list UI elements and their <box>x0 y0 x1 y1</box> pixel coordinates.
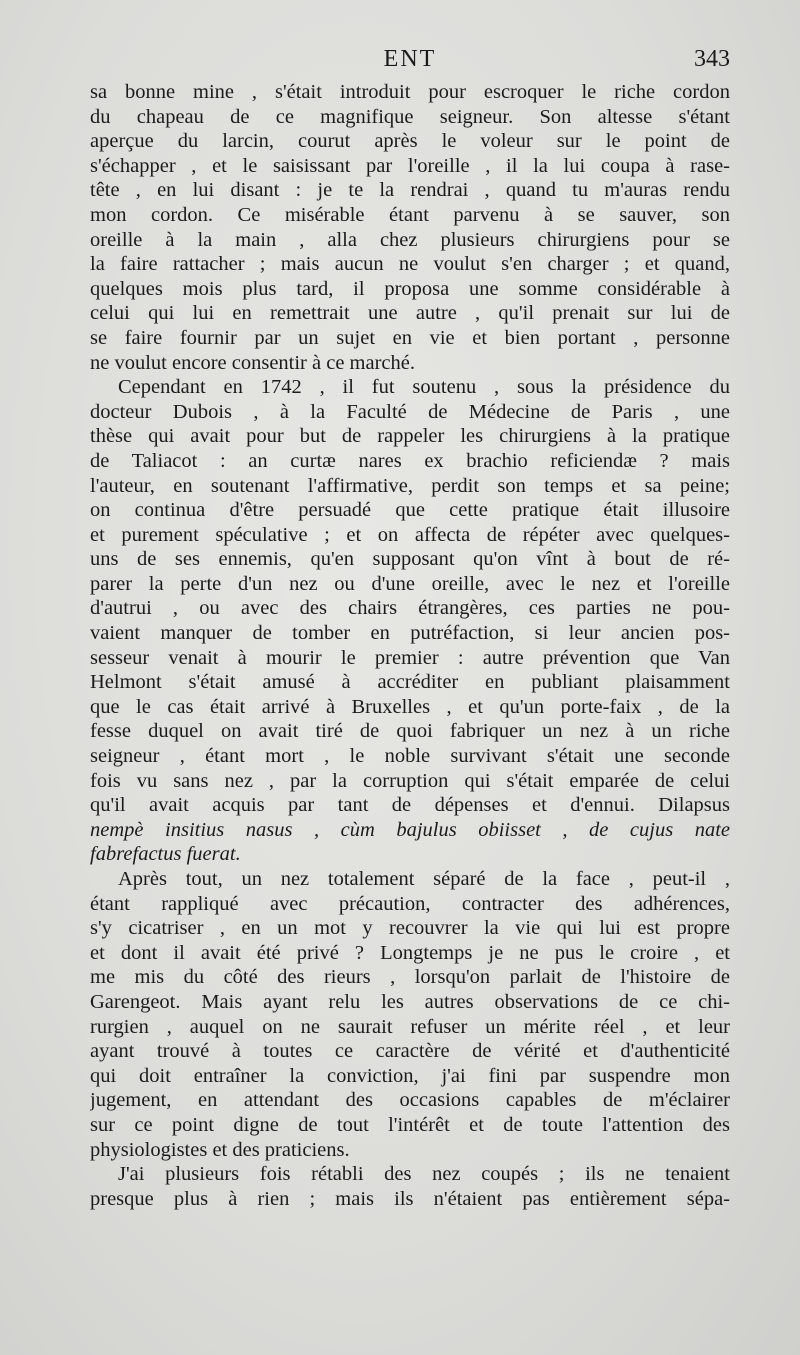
text-line: rurgien , auquel on ne saurait refuser un mérite réel , et leur <box>90 1015 730 1038</box>
text-line: physiologistes et des praticiens. <box>90 1138 350 1161</box>
text-line: l'auteur, en soutenant l'affirmative, perdit son temps et sa peine; <box>90 474 730 497</box>
text-line: tête , en lui disant : je te la rendrai , quand tu m'auras rendu <box>90 179 730 202</box>
text-line: uns de ses ennemis, qu'en supposant qu'on vînt à bout de ré- <box>90 548 730 571</box>
text-line: seigneur , étant mort , le noble survivant s'était une seconde <box>90 745 730 768</box>
text-line: que le cas était arrivé à Bruxelles , et qu'un porte-faix , de la <box>90 695 730 718</box>
text-line: aperçue du larcin, courut après le voleur sur le point de <box>90 130 730 153</box>
text-line: Après tout, un nez totalement séparé de la face , peut-il , <box>118 868 730 890</box>
page-number: 343 <box>694 46 730 72</box>
running-title: ENT <box>383 46 437 72</box>
text-line: sesseur venait à mourir le premier : autre prévention que Van <box>90 646 730 669</box>
text-line: s'échapper , et le saisissant par l'oreille , il la lui coupa à rase- <box>90 154 730 177</box>
text-line: docteur Dubois , à la Faculté de Médecine de Paris , une <box>90 400 730 423</box>
text-line: la faire rattacher ; mais aucun ne voulut s'en charger ; et quand, <box>90 253 730 276</box>
text-line: on continua d'être persuadé que cette pratique était illusoire <box>90 499 730 522</box>
text-line: mon cordon. Ce misérable étant parvenu à se sauver, son <box>90 203 730 226</box>
text-line: me mis du côté des rieurs , lorsqu'on parlait de l'histoire de <box>90 966 730 989</box>
paragraph <box>90 1162 730 1211</box>
text-line: de Taliacot : an curtæ nares ex brachio reficiendæ ? mais <box>90 449 730 472</box>
text-line: et dont il avait été privé ? Longtemps je ne pus le croire , et <box>90 941 730 964</box>
text-line: presque plus à rien ; mais ils n'étaient pas entièrement sépa- <box>90 1187 730 1210</box>
text-line: vaient manquer de tomber en putréfaction, si leur ancien pos- <box>90 622 730 645</box>
text-line: oreille à la main , alla chez plusieurs chirurgiens pour se <box>90 228 730 251</box>
text-line: qui doit entraîner la conviction, j'ai fini par suspendre mon <box>90 1064 730 1087</box>
text-line: du chapeau de ce magnifique seigneur. Son altesse s'étant <box>90 105 730 128</box>
text-line: ne voulut encore consentir à ce marché. <box>90 351 415 374</box>
text-line: étant rappliqué avec précaution, contracter des adhérences, <box>90 892 730 915</box>
text-line: fois vu sans nez , par la corruption qui s'était emparée de celui <box>90 769 730 792</box>
text-line: thèse qui avait pour but de rappeler les chirurgiens à la pratique <box>90 425 730 448</box>
text-line: sur ce point digne de tout l'intérêt et de toute l'attention des <box>90 1113 730 1136</box>
paragraph <box>90 867 730 1162</box>
text-line: fesse duquel on avait tiré de quoi fabriquer un nez à un riche <box>90 720 730 743</box>
running-header <box>90 46 730 78</box>
text-line: et purement spéculative ; et on affecta de répéter avec quelques- <box>90 523 730 546</box>
text-line: se faire fournir par un sujet en vie et bien portant , personne <box>90 326 730 349</box>
text-line: Garengeot. Mais ayant relu les autres observations de ce chi- <box>90 990 730 1013</box>
text-line: jugement, en attendant des occasions capables de m'éclairer <box>90 1089 730 1112</box>
text-line: sa bonne mine , s'était introduit pour escroquer le riche cordon <box>90 81 730 103</box>
paragraph <box>90 375 730 867</box>
text-line: Cependant en 1742 , il fut soutenu , sous la présidence du <box>118 376 730 399</box>
text-line: qu'il avait acquis par tant de dépenses et d'ennui. Dilapsus <box>90 794 730 817</box>
paragraph <box>90 80 730 375</box>
text-line: s'y cicatriser , en un mot y recouvrer la vie qui lui est propre <box>90 917 730 940</box>
text-body <box>90 80 730 1211</box>
text-line: d'autrui , ou avec des chairs étrangères, ces parties ne pou- <box>90 597 730 620</box>
text-line: J'ai plusieurs fois rétabli des nez coupés ; ils ne tenaient <box>118 1163 730 1186</box>
text-line: quelques mois plus tard, il proposa une somme considérable à <box>90 277 730 300</box>
text-line: parer la perte d'un nez ou d'une oreille, avec le nez et l'oreille <box>90 572 730 595</box>
text-line: fabrefactus fuerat. <box>90 843 241 866</box>
text-line: Helmont s'était amusé à accréditer en publiant plaisamment <box>90 671 730 694</box>
text-line: nempè insitius nasus , cùm bajulus obiisset , de cujus nate <box>90 818 730 841</box>
text-line: ayant trouvé à toutes ce caractère de vérité et d'authenticité <box>90 1040 730 1063</box>
text-line: celui qui lui en remettrait une autre , qu'il prenait sur lui de <box>90 302 730 325</box>
